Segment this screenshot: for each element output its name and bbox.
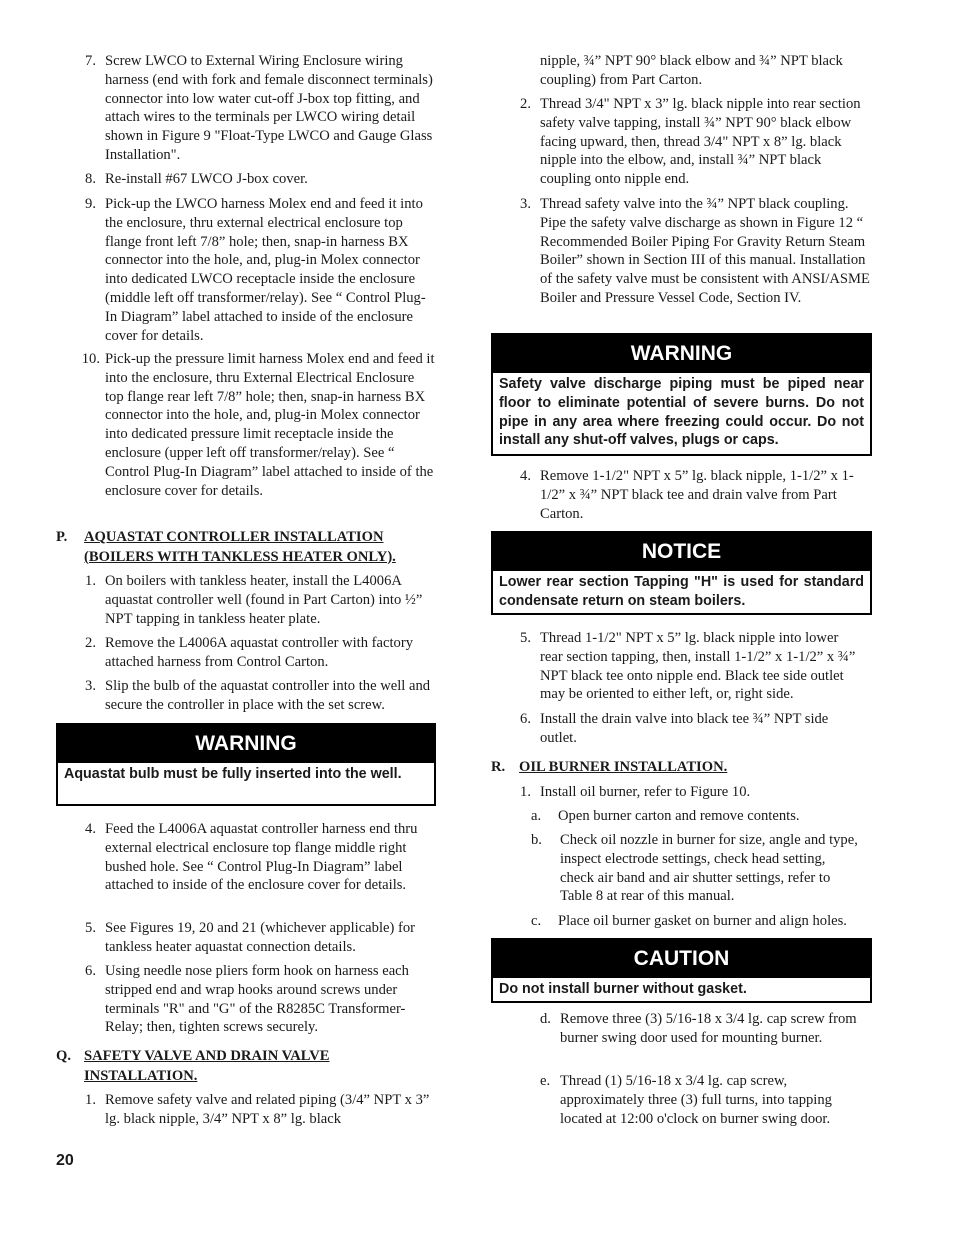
item-text: Remove 1-1/2" NPT x 5” lg. black nipple, 1-1/2” x 1-1/2” x ¾” NPT black tee and drain valve from Part Carton. — [540, 468, 854, 522]
item-number: 6. — [520, 711, 531, 727]
warning-title: WARNING — [58, 725, 434, 763]
item-text: Thread (1) 5/16-18 x 3/4 lg. cap screw, approximately three (3) full turns, into tapping located at 12:00 o'clock on burner swing door. — [560, 1073, 832, 1127]
item-number: 3. — [85, 678, 96, 694]
section-title-line2: INSTALLATION. — [84, 1067, 198, 1084]
section-letter: P. — [56, 529, 68, 545]
item-text: Remove the L4006A aquastat controller with factory attached harness from Control Carton. — [105, 635, 414, 670]
list-item — [491, 807, 872, 827]
item-number: 9. — [85, 196, 96, 212]
item-letter: b. — [531, 832, 542, 848]
item-number: 4. — [85, 821, 96, 837]
item-text: Thread safety valve into the ¾” NPT black coupling. Pipe the safety valve discharge as shown in Figure 12 “ Recommended Boiler Piping For Gravity Return Steam Boiler” shown in Section III of this manual. Installation of the safety valve must be consistent with ANSI/ASME Boiler and Pressure Vessel Code, Section IV. — [540, 196, 870, 306]
list-item — [491, 1072, 872, 1130]
item-number: 5. — [520, 630, 531, 646]
list-item — [491, 710, 872, 750]
section-heading-p — [56, 528, 436, 568]
list-item — [491, 831, 872, 909]
item-number: 1. — [520, 784, 531, 800]
item-text: On boilers with tankless heater, install the L4006A aquastat controller well (found in Part Carton) into ½” NPT tapping in tankless heater plate. — [105, 573, 423, 627]
item-letter: e. — [540, 1073, 551, 1089]
item-text: Slip the bulb of the aquastat controller into the well and secure the controller in place with the set screw. — [105, 678, 431, 713]
item-letter: a. — [531, 808, 542, 824]
list-item — [491, 1010, 872, 1068]
caution-box — [491, 938, 872, 1003]
item-text: Screw LWCO to External Wiring Enclosure wiring harness (end with fork and female disconnect terminals) connector into low water cut-off J-box top fitting, and attach wires to the terminals per LWCO wiring detail shown in Figure 9 "Float-Type LWCO and Gauge Glass Installation". — [105, 53, 433, 163]
section-title-line1: SAFETY VALVE AND DRAIN VALVE — [84, 1048, 330, 1064]
list-item — [491, 95, 872, 191]
item-number: 4. — [520, 468, 531, 484]
section-title-line2: (BOILERS WITH TANKLESS HEATER ONLY). — [84, 548, 396, 565]
list-item — [56, 195, 436, 345]
section-letter: R. — [491, 759, 506, 775]
item-number: 3. — [520, 196, 531, 212]
section-heading-q — [56, 1047, 436, 1087]
item-text: Open burner carton and remove contents. — [558, 808, 800, 824]
warning-text: Aquastat bulb must be fully inserted into the well. — [64, 766, 402, 782]
item-letter: c. — [531, 913, 542, 929]
list-item — [56, 677, 436, 717]
list-item — [56, 170, 436, 190]
caution-text: Do not install burner without gasket. — [499, 981, 747, 997]
list-item — [491, 195, 872, 327]
section-title-line1: AQUASTAT CONTROLLER INSTALLATION — [84, 529, 384, 545]
item-text: nipple, ¾” NPT 90° black elbow and ¾” NPT black coupling) from Part Carton. — [540, 53, 843, 88]
item-text: Install the drain valve into black tee ¾” NPT side outlet. — [540, 711, 829, 746]
item-number: 1. — [85, 1092, 96, 1108]
item-text: Pick-up the LWCO harness Molex end and feed it into the enclosure, thru external electrical enclosure top flange front left 7/8” hole; then, snap-in harness BX connector into the hole, and, plug-in Molex connector into dedicated LWCO receptacle inside the enclosure (middle left off transformer/relay). See “ Control Plug-In Diagram” label attached to inside of the enclosure cover for details. — [105, 196, 426, 344]
item-text: Remove safety valve and related piping (3/4” NPT x 3” lg. black nipple, 3/4” NPT x 8” lg. black — [105, 1092, 430, 1127]
notice-text: Lower rear section Tapping "H" is used for standard condensate return on steam boilers. — [499, 574, 864, 609]
item-text: Re-install #67 LWCO J-box cover. — [105, 171, 308, 187]
item-text: Thread 1-1/2" NPT x 5” lg. black nipple into lower rear section tapping, then, install 1-1/2” x 1-1/2” x ¾” NPT black tee onto nipple end. Black tee side outlet may be oriented to either left, or, right side. — [540, 630, 856, 703]
item-text: Install oil burner, refer to Figure 10. — [540, 784, 751, 800]
item-number: 10. — [81, 351, 100, 367]
list-item — [491, 912, 872, 932]
warning-box — [56, 723, 436, 806]
item-number: 5. — [85, 920, 96, 936]
item-text: Check oil nozzle in burner for size, angle and type, inspect electrode settings, check head setting, check air band and air shutter settings, refer to Table 8 at rear of this manual. — [560, 832, 858, 905]
warning-box — [491, 333, 872, 456]
warning-text: Safety valve discharge piping must be piped near floor to eliminate potential of severe burns. Do not pipe in any area where freezing could occur. Do not install any shut-off valves, plugs or caps. — [499, 376, 864, 449]
list-item — [56, 634, 436, 674]
section-title-line1: OIL BURNER INSTALLATION. — [519, 759, 728, 775]
item-letter: d. — [540, 1011, 551, 1027]
item-number: 1. — [85, 573, 96, 589]
list-item-continuation — [491, 52, 872, 92]
list-item — [56, 962, 436, 1040]
item-number: 2. — [85, 635, 96, 651]
item-number: 2. — [520, 96, 531, 112]
item-text: See Figures 19, 20 and 21 (whichever applicable) for tankless heater aquastat connection details. — [105, 920, 416, 955]
item-text: Remove three (3) 5/16-18 x 3/4 lg. cap screw from burner swing door used for mounting burner. — [560, 1011, 857, 1046]
list-item — [56, 1091, 436, 1131]
page-number: 20 — [56, 1152, 74, 1169]
item-text: Feed the L4006A aquastat controller harness end thru external electrical enclosure top flange middle right bushed hole. See “ Control Plug-In Diagram” label attached to inside of the enclosure cover for details. — [105, 821, 418, 894]
list-item — [491, 467, 872, 527]
list-item — [56, 919, 436, 959]
list-item — [491, 783, 872, 803]
item-text: Using needle nose pliers form hook on harness each stripped end and wrap hooks around screws under terminals "R" and "G" of the R8285C Transformer-Relay; then, tighten screws securely. — [105, 963, 409, 1036]
list-item — [56, 52, 436, 164]
item-text: Place oil burner gasket on burner and align holes. — [558, 913, 847, 929]
notice-title: NOTICE — [493, 533, 870, 571]
item-text: Pick-up the pressure limit harness Molex end and feed it into the enclosure, thru External Electrical Enclosure top flange rear left 7/8” hole; then, snap-in harness BX connector into the hole, and, plug-in Molex connector into dedicated pressure limit receptacle inside the enclosure (upper left off transformer/relay). See “ Control Plug-In Diagram” label attached to inside of the enclosure cover for details. — [105, 351, 435, 499]
section-letter: Q. — [56, 1048, 71, 1064]
warning-title: WARNING — [493, 335, 870, 373]
item-number: 8. — [85, 171, 96, 187]
list-item — [56, 572, 436, 632]
item-number: 7. — [85, 53, 96, 69]
section-heading-r — [491, 758, 872, 780]
list-item — [56, 350, 436, 520]
caution-title: CAUTION — [493, 940, 870, 978]
list-item — [56, 820, 436, 916]
item-number: 6. — [85, 963, 96, 979]
notice-box — [491, 531, 872, 615]
list-item — [491, 629, 872, 707]
item-text: Thread 3/4" NPT x 3” lg. black nipple into rear section safety valve tapping, install ¾” NPT 90° black elbow facing upward, then, thread 3/4" NPT x 8” lg. black nipple into the elbow, and, install ¾” NPT black coupling onto nipple end. — [540, 96, 861, 188]
